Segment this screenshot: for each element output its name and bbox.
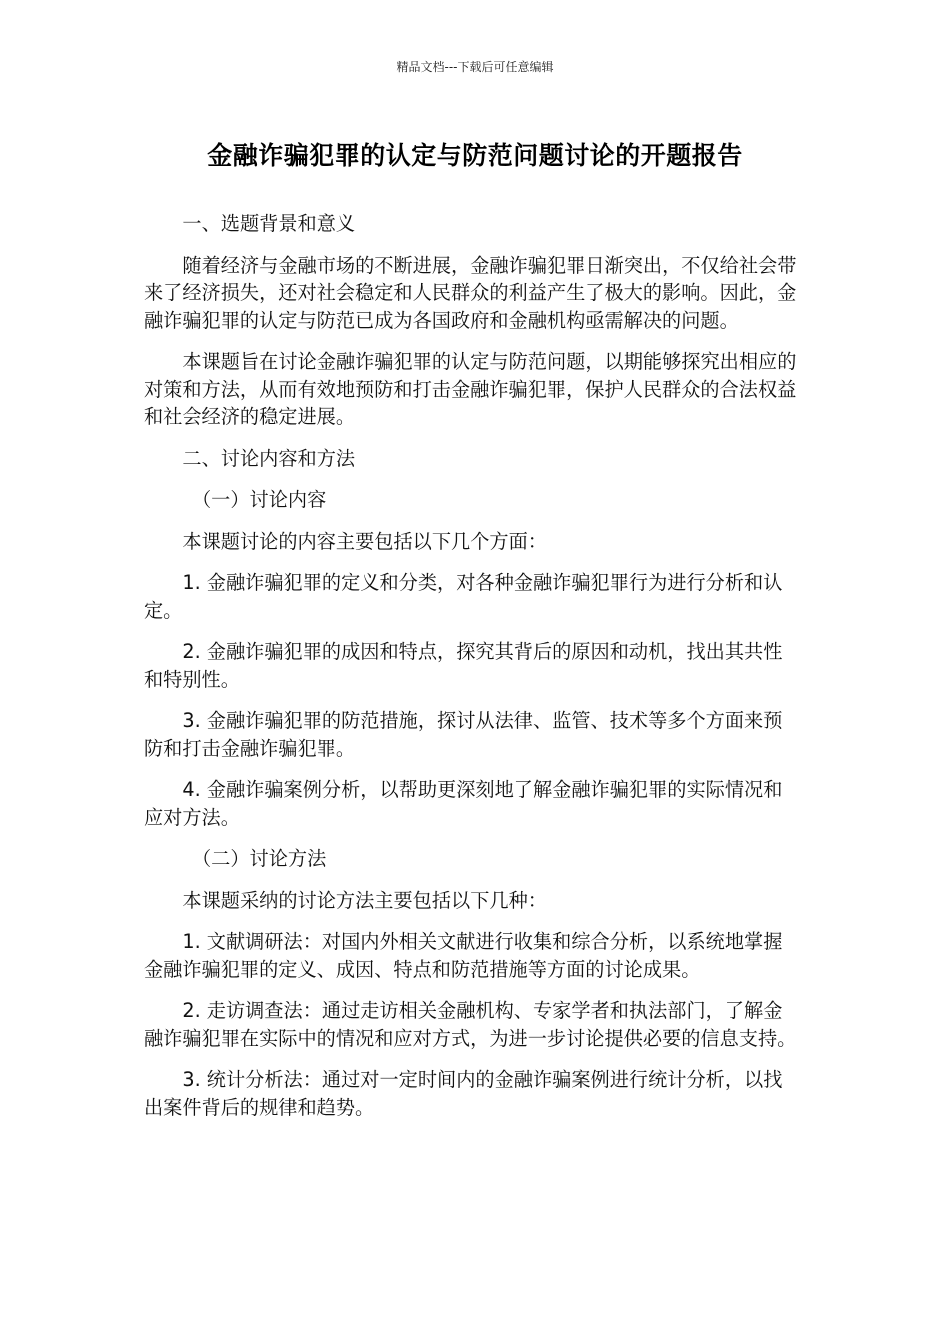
list-item: 2. 走访调查法：通过走访相关金融机构、专家学者和执法部门，了解金融诈骗犯罪在实际中的情况和应对方式，为进一步讨论提供必要的信息支持。 xyxy=(144,999,797,1050)
subsection-heading: （一）讨论内容 xyxy=(192,488,327,511)
paragraph: 随着经济与金融市场的不断进展，金融诈骗犯罪日渐突出，不仅给社会带来了经济损失，还对社会稳定和人民群众的利益产生了极大的影响。因此，金融诈骗犯罪的认定与防范已成为各国政府和金融机构亟需解决的问题。 xyxy=(144,253,797,332)
list-item: 3. 统计分析法：通过对一定时间内的金融诈骗案例进行统计分析，以找出案件背后的规律和趋势。 xyxy=(144,1068,783,1119)
list-item: 4. 金融诈骗案例分析，以帮助更深刻地了解金融诈骗犯罪的实际情况和应对方法。 xyxy=(144,778,783,829)
paragraph: 本课题旨在讨论金融诈骗犯罪的认定与防范问题，以期能够探究出相应的对策和方法，从而有效地预防和打击金融诈骗犯罪，保护人民群众的合法权益和社会经济的稳定进展。 xyxy=(144,350,797,428)
paragraph: 本课题采纳的讨论方法主要包括以下几种： xyxy=(182,888,547,912)
list-item: 1. 金融诈骗犯罪的定义和分类，对各种金融诈骗犯罪行为进行分析和认定。 xyxy=(144,571,783,622)
list-item: 1. 文献调研法：对国内外相关文献进行收集和综合分析，以系统地掌握金融诈骗犯罪的定义、成因、特点和防范措施等方面的讨论成果。 xyxy=(144,930,783,981)
paragraph: 本课题讨论的内容主要包括以下几个方面： xyxy=(182,529,547,553)
section-heading: 二、讨论内容和方法 xyxy=(182,446,356,470)
list-item: 3. 金融诈骗犯罪的防范措施，探讨从法律、监管、技术等多个方面来预防和打击金融诈骗犯罪。 xyxy=(144,709,783,760)
document-body xyxy=(144,210,800,1135)
header-note: 精品文档---下载后可任意编辑 xyxy=(396,60,554,74)
document-title: 金融诈骗犯罪的认定与防范问题讨论的开题报告 xyxy=(207,141,743,170)
subsection-heading: （二）讨论方法 xyxy=(192,847,327,870)
section-heading: 一、选题背景和意义 xyxy=(182,212,356,235)
list-item: 2. 金融诈骗犯罪的成因和特点，探究其背后的原因和动机，找出其共性和特别性。 xyxy=(144,640,783,691)
